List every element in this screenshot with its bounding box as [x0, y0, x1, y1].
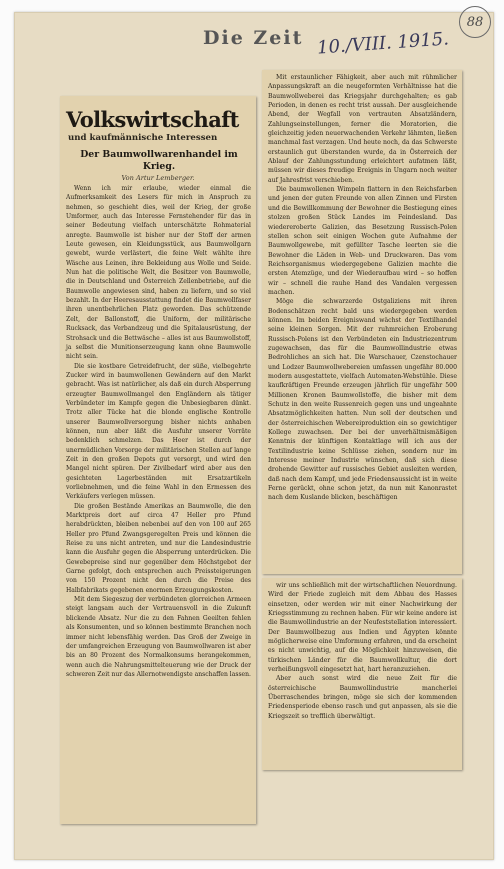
- paragraph: Die baumwollenen Wimpeln flattern in den Reichsfarben und jenen der guten Freunde von allen Zinnen und Firsten und die Bewillkommung der Bewohner die Bestiegung eines stolzen großen Stück Landes im Feindesland. Das wiedereroberte Galizien, das Besetzung Russisch-Polen stellen schon seit einigen Wochen gute Aufnahme der Baumwollgewebe, mit gefüllter Tasche leerten sie die Bewohner die Läden in Web- und Druckwaren. Das vom Reichsorganismus wiedergegebene Galizien machte die ersten Atemzüge, und der Wiederaufbau wird – so hoffen wir – schnell die rauhe Hand des Vandalen vergessen machen.: [268, 186, 457, 296]
- section-title: Volkswirtschaft: [66, 107, 239, 132]
- clipping-right-column-top: [262, 70, 462, 574]
- archive-number-stamp: [459, 6, 491, 38]
- article-byline: Von Artur Lemberger.: [121, 174, 195, 182]
- paragraph: Wenn ich mir erlaube, wieder einmal die Aufmerksamkeit des Lesers für mich in Anspruch zu nehmen, so geschieht dies, weil der Krieg, der große Umformer, auch das Interesse Fernstehender für das in seiner Bedeutung vielfach unterschätzte Rohmaterial anregte. Baumwolle ist bisher nur der Stoff der armen Leute gewesen, ein Kleidungsstück, aus Baumwollgarn gewebt, wurde verlästert, die feine Welt wählte ihre Wäsche aus Leinen, ihre Bekleidung aus Wolle und Seide. Nun hat die politische Welt, die Besitzer von Baumwolle, die in Deutschland und Österreich Zellenbetriebe, auf die Baumwolle angewiesen sind, haben zu liefern, und so viel bezahlt. In der Heeresausstattung findet die Baumwollfaser ihren unentbehrlichen Platz geworden. Das schützende Zelt, der Ballonstoff, die Uniform, der militärische Rucksack, das Verbandzeug und die Spitalausrüstung, der Strohsack und die Bettwäsche – alles ist aus Baumwollstoff, ja selbst die Munitionserzeugung kann ohne Baumwolle nicht sein.: [66, 185, 251, 361]
- archive-number: 88: [466, 14, 484, 30]
- paragraph: Aber auch sonst wird die neue Zeit für die österreichische Baumwollindustrie mancherlei Überraschendes bringen, möge sie sich der kommenden Friedensperiode ebenso rasch und gut anpassen, als sie die Kriegszeit so trefflich überwältigt.: [268, 675, 457, 720]
- left-column-body: [66, 184, 251, 679]
- right-bottom-body: [268, 581, 457, 721]
- right-top-body: [268, 73, 457, 503]
- section-subtitle: und kaufmännische Interessen: [68, 133, 218, 143]
- publication-name: Die Zeit: [203, 27, 304, 49]
- paragraph: Die sie kostbare Getreidefrucht, der süße, vielbegehrte Zucker wird in baumwollenen Gewändern auf den Markt gebracht. Was ist natürlicher, als daß ein durch Absperrung erzeugter Baumwollmangel den Engländern als tätiger Verbündeter im Kampfe gegen die Unbesiegbaren dünkt. Trotz aller Tücke hat die blonde englische Kontrolle unserer Baumwollversorgung bisher nichts anhaben können, nun aber läßt die Ausfuhr unserer Vorräte bedenklich schmelzen. Das Heer ist durch der unermüdlichen Vorsorge der militärischen Stellen auf lange Zeit in den großen Depots gut versorgt, und wird den Mangel nicht spüren. Der Zivilbedarf wird aber aus den gesichteten Lagerbeständen mit Ersatzartikeln vorliebnehmen, und die feine Wahl in den Ermessen des Verkäufers verlegen müssen.: [66, 362, 251, 501]
- paragraph: Mit erstaunlicher Fähigkeit, aber auch mit rühmlicher Anpassungskraft an die neugeformten Verhältnisse hat die Baumwollweberei das Kriegsjahr durchgehalten; es gab Perioden, in denen es recht trist aussah. Der ausgleichende Abend, der Wegfall von vertrauten Absatzländern, Zahlungseinstellungen, ferner die Moratorien, die gleichzeitig jeden neuerwachenden Verkehr lähmten, ließen manchmal fast verzagen. Und heute noch, da das Schwerste erstaunlich gut überstanden wurde, da in Österreich der Ablauf der Zahlungsstundung erleichtert aufatmen läßt, müssen wir dieses freudige Ereignis in Ungarn noch weiter auf Jahresfrist verschieben.: [268, 74, 457, 184]
- clipping-left-column: [60, 96, 256, 824]
- paragraph: Die großen Bestände Amerikas an Baumwolle, die den Marktpreis dort auf circa 47 Heller pro Pfund herabdrückten, bleiben nebenbei auf den von 100 auf 265 Heller pro Pfund Zwangsgeregelten Preis und können die Reise zu uns nicht antreten, und nur die Landesindustrie kann die Ausfuhr gegen die Absperrung unterdrücken. Die Gewebepreise sind nur gegenüber dem Höchstgebot der Garne gefolgt, doch entsprechen auch Preissteigerungen von 150 Prozent nicht den durch die Preise des Halbfabrikats gegebenen enormen Erzeugungskosten.: [66, 502, 251, 594]
- clipping-right-column-bottom: [262, 578, 462, 770]
- handwritten-date: 10./VIII. 1915.: [316, 28, 450, 59]
- paragraph: Möge die schwarzerde Ostgaliziens mit ihren Bodenschätzen recht bald uns wiedergegeben werden können. Im beiden Ereigniswand wächst der Textilhandel seine kleinen Sorgen. Mit der ruhmreichen Eroberung Russisch-Polens ist den Verbündeten ein Industriezentrum zugewachsen, das für die Baumwollindustrie etwas Bedrohliches an sich hat. Die Warschauer, Czenstochauer und Lodzer Baumwollwebereien umfassen ungefähr 80.000 modern ausgestattete, vielfach Automaten-Webstühle. Diese kaufkräftigen Freunde erzeugen jährlich für ungefähr 500 Millionen Kronen Baumwollstoffe, die bisher mit dem Schutz in den weite Russenreich gegen uns und ungeahnte Absatzmöglichkeiten hatten. Nun soll der deutschen und der österreichischen Webereiproduktion ein so gewichtiger Kollege zuwachsen. Der bei der unverhältnismäßigen Kenntnis der künftigen Kontaktlage will ich aus der Textilindustrie keine Schlüsse ziehen, sondern nur im Interesse meiner Industrie wünschen, daß sich diese drohende Gewitter auf russisches Gebiet ausleiten werden, daß nach dem Kampf, und jede Friedensaussicht ist in weite Ferne gerückt, ohne schon jetzt, da nun mit Kanonrastet nach dem Kuslande blicken, beschäftigen: [268, 298, 457, 502]
- paragraph: Mit dem Siegeszug der verbündeten glorreichen Armeen steigt langsam auch der Vertrauensvoll in die Zukunft blickende Absatz. Nur die zu den Fahnen Geeilten fehlen als Konsumenten, und so können bestimmte Branchen noch immer nicht lebensfähig werden. Das Groß der Zweige in der umfangreichen Erzeugung von Baumwollwaren ist aber bis an 80 Prozent des Normalkonsums herangekommen, wenn auch die Nahrungsmittelteuerung wie der Druck der schweren Zeit nur das Allernotwendigste anschaffen lassen.: [66, 596, 251, 678]
- paragraph: wir uns schließlich mit der wirtschaftlichen Neuordnung. Wird der Friede zugleich mit dem Abbau des Hasses einsetzen, oder werden wir mit einer Nachwirkung der Kriegsstimmung zu rechnen haben. Für wir keine andere ist die Baumwollindustrie an der Neufeststellation interessiert. Der Baumwollbezug aus Indien und Ägypten könnte möglicherweise eine Umformung erfahren, und da erscheint es nicht unwichtig, auf die Möglichkeit hinzuweisen, die türkischen Länder für die Baumwollkultur, die dort verheißungsvoll eingesetzt hat, hart heranzuziehen.: [268, 582, 457, 674]
- article-headline: Der Baumwollwarenhandel im Krieg.: [80, 149, 238, 172]
